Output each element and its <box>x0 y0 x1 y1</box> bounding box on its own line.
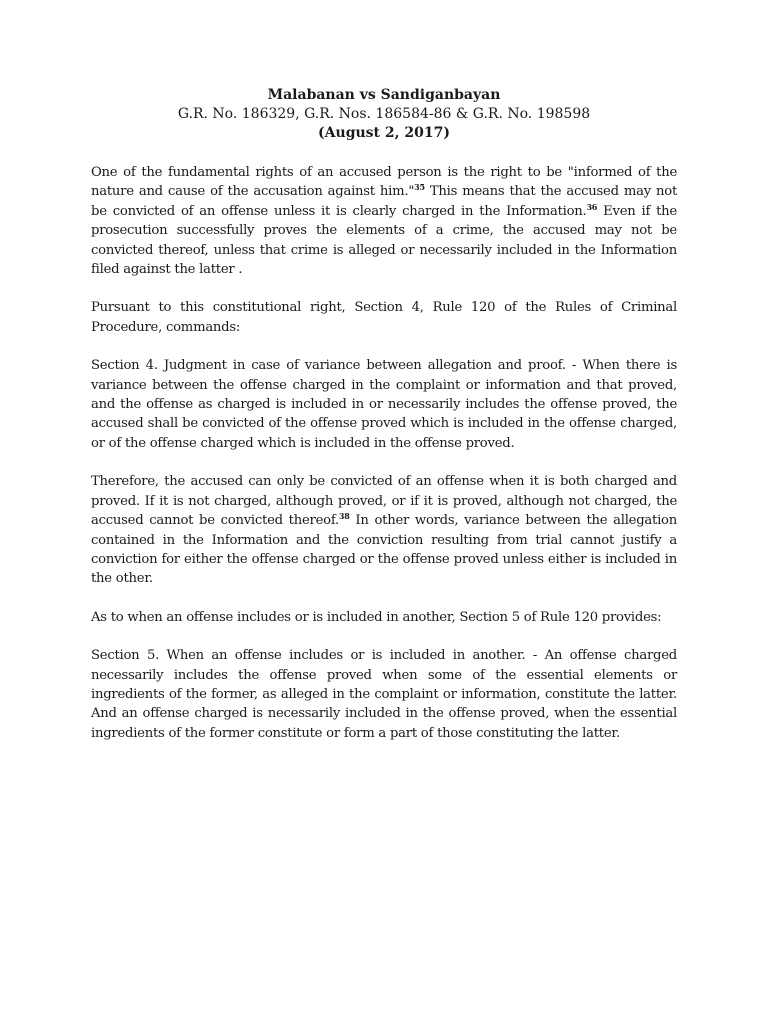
document-header <box>91 86 677 143</box>
paragraph-1 <box>91 163 677 279</box>
decision-date: (August 2, 2017) <box>318 125 450 141</box>
footnote-ref-38: 38 <box>338 511 350 522</box>
paragraph-3-section-4: Section 4. Judgment in case of variance between allegation and proof. - When there is variance between the offense charged in the complaint or information and that proved, and the offense as charged is included in or necessarily includes the offense proved, the accused shall be convicted of the offense proved which is included in the offense charged, or of the offense charged which is included in the offense proved. <box>91 358 677 451</box>
paragraph-1-text-a: One of the fundamental rights of an accused person is the right to be "informed of the nature and cause of the accusation against him." <box>91 165 677 200</box>
document-page <box>91 86 677 762</box>
paragraph-5: As to when an offense includes or is included in another, Section 5 of Rule 120 provides: <box>91 609 662 625</box>
paragraph-6-section-5: Section 5. When an offense includes or is included in another. - An offense charged necessarily includes the offense proved when some of the essential elements or ingredients of the former, as alleged in the complaint or information, constitute the latter. And an offense charged is necessarily included in the offense proved, when the essential ingredients of the former constitute or form a part of those constituting the latter. <box>91 648 677 741</box>
paragraph-1-text-c: Even if the prosecution successfully proves the elements of a crime, the accused may not be convicted thereof, unless that crime is alleged or necessarily included in the Information filed against the latter . <box>91 203 677 278</box>
paragraph-2: Pursuant to this constitutional right, Section 4, Rule 120 of the Rules of Criminal Procedure, commands: <box>91 300 677 335</box>
gr-numbers: G.R. No. 186329, G.R. Nos. 186584-86 & G.R. No. 198598 <box>177 106 591 122</box>
paragraph-1-text-b: This means that the accused may not be convicted of an offense unless it is clearly charged in the Information. <box>91 184 677 219</box>
case-title: Malabanan vs Sandiganbayan <box>267 87 501 103</box>
paragraph-4 <box>91 472 677 588</box>
paragraph-4-text-b: In other words, variance between the allegation contained in the Information and the conviction resulting from trial cannot justify a conviction for either the offense charged or the offense proved unless either is included in the other. <box>91 513 677 587</box>
paragraph-4-text-a: Therefore, the accused can only be convicted of an offense when it is both charged and proved. If it is not charged, although proved, or if it is proved, although not charged, the accused cannot be convicted thereof. <box>91 474 677 529</box>
footnote-ref-36: 36 <box>586 201 598 212</box>
footnote-ref-35: 35 <box>414 182 425 193</box>
